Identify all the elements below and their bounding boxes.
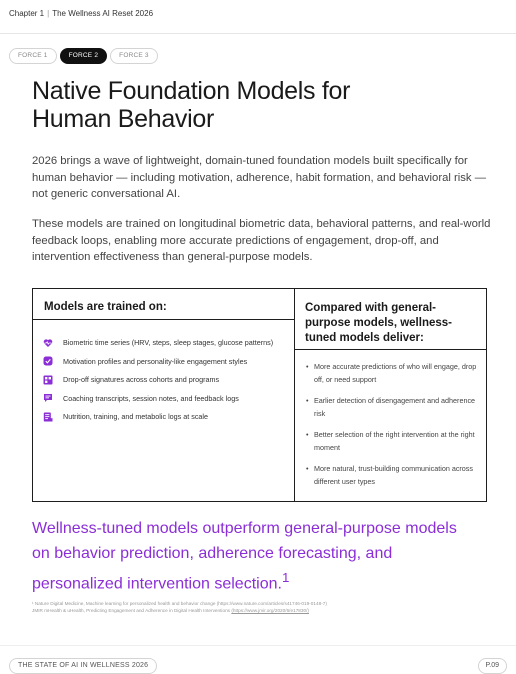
footnote-2-text: JMIR mHealth & uHealth, Predicting Engagement and Adherence in Digital Health Interventions bbox=[32, 608, 232, 613]
page-title bbox=[32, 77, 492, 133]
list-icon bbox=[43, 412, 53, 422]
grid-icon bbox=[43, 375, 53, 385]
item-text: Earlier detection of disengagement and adherence risk bbox=[314, 396, 476, 418]
item-text: Motivation profiles and personality-like engagement styles bbox=[63, 356, 248, 366]
detail-paragraph: These models are trained on longitudinal biometric data, behavioral patterns, and real-world feedback loops, enabling more accurate predictions of engagement, drop-off, and intervention effectiveness than general-purpose models. bbox=[32, 218, 491, 263]
list-item bbox=[306, 429, 482, 454]
training-data-heading: Models are trained on: bbox=[33, 289, 294, 320]
item-text: Drop-off signatures across cohorts and programs bbox=[63, 375, 220, 384]
title-line-1: Native Foundation Models for bbox=[32, 77, 351, 105]
page-number: P.09 bbox=[478, 658, 508, 674]
callout-text: Wellness-tuned models outperform general-purpose models on behavior prediction, adherence forecasting, and personalized intervention selection. bbox=[32, 520, 457, 593]
footnotes bbox=[32, 600, 452, 614]
list-item bbox=[43, 337, 288, 348]
footnote-2-link[interactable]: (https://www.jmir.org/2020/6/e17830/) bbox=[231, 608, 309, 613]
footnote-marker: 1 bbox=[281, 570, 290, 585]
running-header bbox=[9, 9, 153, 18]
bullet: • bbox=[306, 362, 309, 371]
list-item bbox=[43, 374, 288, 385]
header-divider bbox=[0, 33, 516, 34]
list-item bbox=[306, 395, 482, 420]
item-text: Better selection of the right intervention at the right moment bbox=[314, 430, 475, 452]
bullet: • bbox=[306, 396, 309, 405]
tab-force-1[interactable]: FORCE 1 bbox=[9, 48, 57, 64]
list-item bbox=[306, 361, 482, 386]
footnote-2 bbox=[32, 607, 452, 614]
intro-paragraph: 2026 brings a wave of lightweight, domain-tuned foundation models built specifically for human behavior — including motivation, adherence, habit formation, and behavioral risk — not generic conversational AI. bbox=[32, 155, 487, 200]
chat-icon bbox=[43, 393, 53, 403]
bullet: • bbox=[306, 464, 309, 473]
item-text: More accurate predictions of who will engage, drop off, or need support bbox=[314, 362, 477, 384]
item-text: Biometric time series (HRV, steps, sleep stages, glucose patterns) bbox=[63, 338, 274, 347]
benefits-heading: Compared with general-purpose models, wellness-tuned models deliver: bbox=[295, 289, 487, 350]
chapter-label: Chapter 1 bbox=[9, 9, 45, 18]
footnote-1: ¹ Nature Digital Medicine, Machine learning for personalized health and behavior change (https://www.nature.com/articles/s41746-019-0148-7) bbox=[32, 601, 327, 606]
bullet: • bbox=[306, 430, 309, 439]
key-takeaway-callout bbox=[32, 517, 477, 597]
list-item bbox=[43, 356, 288, 367]
tab-force-2[interactable]: FORCE 2 bbox=[60, 48, 108, 64]
item-text: More natural, trust-building communication across different user types bbox=[314, 464, 473, 486]
item-text: Nutrition, training, and metabolic logs at scale bbox=[63, 412, 209, 421]
report-title: The Wellness AI Reset 2026 bbox=[52, 9, 154, 18]
benefits-list bbox=[306, 361, 482, 497]
heart-pulse-icon bbox=[43, 338, 53, 348]
report-name-badge: THE STATE OF AI IN WELLNESS 2026 bbox=[9, 658, 157, 674]
force-tabs bbox=[9, 48, 158, 64]
item-text: Coaching transcripts, session notes, and feedback logs bbox=[63, 393, 239, 403]
check-badge-icon bbox=[43, 356, 53, 366]
list-item bbox=[43, 411, 288, 422]
list-item bbox=[43, 393, 288, 404]
training-data-list bbox=[43, 337, 288, 430]
list-item bbox=[306, 463, 482, 488]
title-line-2: Human Behavior bbox=[32, 105, 215, 133]
footer-divider bbox=[0, 645, 516, 646]
header-separator: | bbox=[47, 9, 50, 18]
tab-force-3[interactable]: FORCE 3 bbox=[110, 48, 158, 64]
